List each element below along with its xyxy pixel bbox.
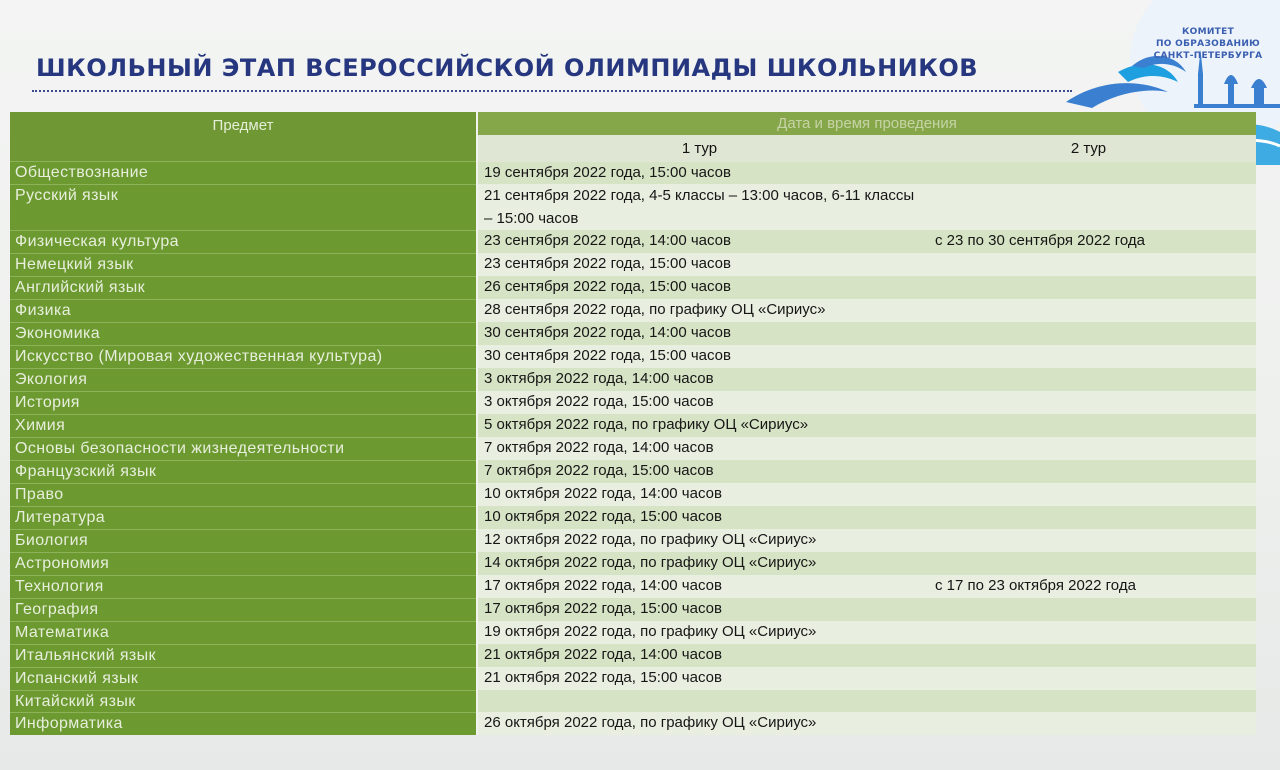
tour1-cell: 30 сентября 2022 года, 14:00 часов	[477, 322, 921, 345]
subject-cell: Обществознание	[10, 162, 477, 185]
logo-line: КОМИТЕТ	[1181, 27, 1235, 37]
table-row	[10, 299, 1256, 322]
tour2-cell	[921, 437, 1256, 460]
table-row	[10, 253, 1256, 276]
subject-cell: Экология	[10, 368, 477, 391]
tour1-cell: 17 октября 2022 года, 15:00 часов	[477, 598, 921, 621]
tour1-cell: 7 октября 2022 года, 14:00 часов	[477, 437, 921, 460]
tour2-cell	[921, 529, 1256, 552]
tour2-cell	[921, 414, 1256, 437]
table-row	[10, 690, 1256, 712]
subject-cell: Физика	[10, 299, 477, 322]
tour2-cell	[921, 552, 1256, 575]
subject-cell: Технология	[10, 575, 477, 598]
logo-caption	[1138, 26, 1278, 62]
tour1-cell: 7 октября 2022 года, 15:00 часов	[477, 460, 921, 483]
tour2-cell	[921, 162, 1256, 185]
table-row	[10, 575, 1256, 598]
tour1-cell: 3 октября 2022 года, 15:00 часов	[477, 391, 921, 414]
table-row	[10, 276, 1256, 299]
tour2-cell	[921, 667, 1256, 690]
tour2-cell	[921, 368, 1256, 391]
tour1-cell	[477, 690, 921, 712]
tour2-cell	[921, 345, 1256, 368]
subject-cell: Информатика	[10, 712, 477, 735]
table-row	[10, 391, 1256, 414]
title-divider	[32, 90, 1072, 92]
table-row	[10, 368, 1256, 391]
tour2-cell: с 23 по 30 сентября 2022 года	[921, 230, 1256, 253]
table-row	[10, 529, 1256, 552]
tour1-cell: 3 октября 2022 года, 14:00 часов	[477, 368, 921, 391]
tour1-cell: 17 октября 2022 года, 14:00 часов	[477, 575, 921, 598]
subject-cell: Итальянский язык	[10, 644, 477, 667]
tour2-cell	[921, 598, 1256, 621]
tour2-cell	[921, 483, 1256, 506]
table-row	[10, 506, 1256, 529]
header-subject: Предмет	[10, 112, 477, 162]
header-date: Дата и время проведения	[477, 112, 1256, 135]
subject-cell: Английский язык	[10, 276, 477, 299]
table-row	[10, 322, 1256, 345]
table-row	[10, 621, 1256, 644]
tour2-cell	[921, 184, 1256, 230]
tour1-cell: 12 октября 2022 года, по графику ОЦ «Сириус»	[477, 529, 921, 552]
tour1-cell: 28 сентября 2022 года, по графику ОЦ «Сириус»	[477, 299, 921, 322]
tour1-cell: 19 октября 2022 года, по графику ОЦ «Сириус»	[477, 621, 921, 644]
tour1-cell: 10 октября 2022 года, 15:00 часов	[477, 506, 921, 529]
page-title: ШКОЛЬНЫЙ ЭТАП ВСЕРОССИЙСКОЙ ОЛИМПИАДЫ ШКОЛЬНИКОВ	[36, 54, 979, 82]
tour2-cell	[921, 276, 1256, 299]
table-row	[10, 230, 1256, 253]
subject-cell: История	[10, 391, 477, 414]
tour1-cell: 26 сентября 2022 года, 15:00 часов	[477, 276, 921, 299]
subject-cell: Химия	[10, 414, 477, 437]
tour2-cell	[921, 322, 1256, 345]
subject-cell: Французский язык	[10, 460, 477, 483]
tour2-cell	[921, 644, 1256, 667]
tour1-cell: 5 октября 2022 года, по графику ОЦ «Сириус»	[477, 414, 921, 437]
subject-cell: Математика	[10, 621, 477, 644]
tour2-cell	[921, 690, 1256, 712]
subject-cell: Испанский язык	[10, 667, 477, 690]
tour1-cell: 26 октября 2022 года, по графику ОЦ «Сириус»	[477, 712, 921, 735]
subject-cell: Русский язык	[10, 184, 477, 230]
tour1-cell: 21 октября 2022 года, 15:00 часов	[477, 667, 921, 690]
table-row	[10, 598, 1256, 621]
table-row	[10, 414, 1256, 437]
subject-cell: Литература	[10, 506, 477, 529]
tour2-cell	[921, 299, 1256, 322]
tour2-cell	[921, 460, 1256, 483]
tour1-cell: 14 октября 2022 года, по графику ОЦ «Сириус»	[477, 552, 921, 575]
table-row	[10, 644, 1256, 667]
table-row	[10, 483, 1256, 506]
olympiad-schedule-table	[10, 112, 1256, 735]
tour1-cell: 21 сентября 2022 года, 4-5 классы – 13:00 часов, 6-11 классы – 15:00 часов	[477, 184, 921, 230]
tour1-cell: 23 сентября 2022 года, 14:00 часов	[477, 230, 921, 253]
table-row	[10, 712, 1256, 735]
tour2-cell	[921, 506, 1256, 529]
subject-cell: Биология	[10, 529, 477, 552]
tour1-cell: 30 сентября 2022 года, 15:00 часов	[477, 345, 921, 368]
tour2-cell	[921, 391, 1256, 414]
subject-cell: Физическая культура	[10, 230, 477, 253]
table-row	[10, 184, 1256, 230]
tour1-cell: 23 сентября 2022 года, 15:00 часов	[477, 253, 921, 276]
table-row	[10, 162, 1256, 185]
table-row	[10, 552, 1256, 575]
header-tour1: 1 тур	[477, 135, 921, 162]
subject-cell: География	[10, 598, 477, 621]
logo-line: САНКТ-ПЕТЕРБУРГА	[1153, 51, 1263, 61]
logo-line: ПО ОБРАЗОВАНИЮ	[1155, 39, 1261, 49]
table-row	[10, 667, 1256, 690]
subject-cell: Искусство (Мировая художественная культура)	[10, 345, 477, 368]
tour2-cell	[921, 621, 1256, 644]
table-row	[10, 437, 1256, 460]
table-body	[10, 162, 1256, 736]
tour1-cell: 19 сентября 2022 года, 15:00 часов	[477, 162, 921, 185]
tour1-cell: 10 октября 2022 года, 14:00 часов	[477, 483, 921, 506]
table-row	[10, 460, 1256, 483]
tour2-cell: с 17 по 23 октября 2022 года	[921, 575, 1256, 598]
subject-cell: Астрономия	[10, 552, 477, 575]
subject-cell: Немецкий язык	[10, 253, 477, 276]
subject-cell: Основы безопасности жизнедеятельности	[10, 437, 477, 460]
table-row	[10, 345, 1256, 368]
subject-cell: Китайский язык	[10, 690, 477, 712]
subject-cell: Право	[10, 483, 477, 506]
subject-cell: Экономика	[10, 322, 477, 345]
tour2-cell	[921, 712, 1256, 735]
tour1-cell: 21 октября 2022 года, 14:00 часов	[477, 644, 921, 667]
tour2-cell	[921, 253, 1256, 276]
header-tour2: 2 тур	[921, 135, 1256, 162]
